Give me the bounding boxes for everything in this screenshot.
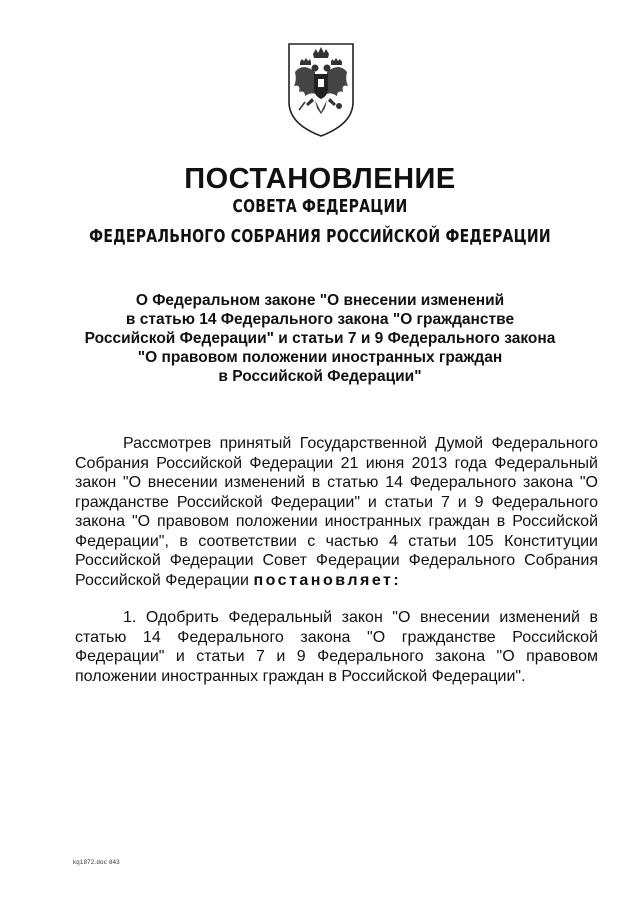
resolution-title — [80, 291, 560, 386]
resolution-line: Федерации" и статьи 7 и 9 Федерального закона "О правовом — [75, 648, 598, 665]
title-line: в Российской Федерации" — [218, 368, 422, 385]
preamble-line: закона "О правовом положении иностранных граждан в Российской — [75, 513, 598, 530]
preamble-line: Рассмотрев принятый Государственной Думой Федерального — [123, 435, 598, 452]
preamble-line-final — [75, 571, 598, 591]
operative-word: постановляет: — [253, 571, 402, 589]
resolution-line: статью 14 Федерального закона "О гражданстве Российской — [75, 628, 598, 646]
title-line: в статью 14 Федерального закона "О гражданстве — [125, 311, 515, 328]
preamble-line: Собрания Российской Федерации 21 июня 2013 года Федеральный — [75, 454, 598, 472]
preamble-line: закон "О внесении изменений в статью 14 Федерального закона "О — [75, 474, 598, 491]
preamble-line: гражданстве Российской Федерации" и статьи 7 и 9 Федерального — [75, 493, 598, 511]
document-file-code: kq1872.doc 843 — [73, 860, 120, 866]
russian-coat-of-arms-icon — [285, 40, 357, 140]
preamble-line: Российской Федерации Совет Федерации Федерального Собрания — [75, 552, 598, 569]
title-line: Российской Федерации" и статьи 7 и 9 Федерального закона — [84, 330, 556, 347]
preamble-line: Российской Федерации — [75, 571, 249, 589]
issuer-line-1: СОВЕТА ФЕДЕРАЦИИ — [232, 196, 408, 217]
title-line: О Федеральном законе "О внесении изменений — [135, 292, 505, 309]
resolution-item-1 — [75, 608, 598, 686]
preamble-paragraph — [75, 434, 598, 590]
resolution-line: положении иностранных граждан в Российской Федерации". — [75, 667, 526, 685]
document-type-heading: ПОСТАНОВЛЕНИЕ — [184, 163, 456, 195]
issuer-line-2: ФЕДЕРАЛЬНОГО СОБРАНИЯ РОССИЙСКОЙ ФЕДЕРАЦИИ — [89, 226, 551, 247]
title-line: "О правовом положении иностранных граждан — [137, 349, 503, 366]
resolution-line: 1. Одобрить Федеральный закон "О внесении изменений в — [123, 609, 598, 626]
preamble-line: Федерации", в соответствии с частью 4 статьи 105 Конституции — [75, 532, 598, 550]
